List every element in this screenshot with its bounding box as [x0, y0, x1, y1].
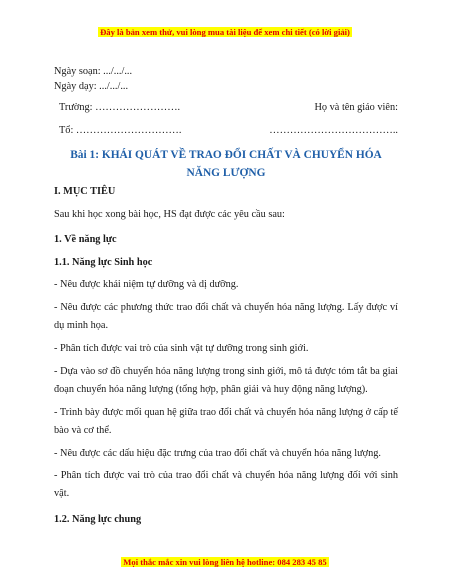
- school-row: [59, 101, 398, 115]
- school-label: Trường: …………………….: [59, 102, 181, 113]
- list-item: - Nêu được khái niệm tự dưỡng và dị dưỡng.: [54, 279, 239, 290]
- list-item: - Nêu được các dấu hiệu đặc trưng của trao đổi chất và chuyển hóa năng lượng.: [54, 448, 381, 459]
- section-heading-objectives: I. MỤC TIÊU: [54, 186, 116, 197]
- list-item: - Phân tích được vai trò của trao đổi chất và chuyển hóa năng lượng đối với sinh vật.: [54, 470, 398, 499]
- list-item: - Nêu được các phương thức trao đổi chất và chuyển hóa năng lượng. Lấy được ví dụ minh họa.: [54, 302, 398, 331]
- list-item: - Trình bày được mối quan hệ giữa trao đổi chất và chuyển hóa năng lượng ở cấp tế bào và cơ thể.: [54, 407, 398, 436]
- heading-general-competence: 1.2. Năng lực chung: [54, 514, 142, 525]
- list-item: - Phân tích được vai trò của sinh vật tự dưỡng trong sinh giới.: [54, 343, 309, 354]
- heading-biology-competence: 1.1. Năng lực Sinh học: [54, 257, 153, 268]
- lesson-title: Bài 1: KHÁI QUÁT VỀ TRAO ĐỔI CHẤT VÀ CHUYỂN HÓA NĂNG LƯỢNG: [70, 149, 382, 179]
- preview-notice-text: Đây là bản xem thử, vui lòng mua tài liệu để xem chi tiết (có lời giải): [100, 27, 350, 37]
- date-prepared: Ngày soạn: .../.../...: [54, 66, 133, 77]
- hotline-text: Mọi thắc mắc xin vui lòng liên hệ hotline: 084 283 45 85: [123, 557, 327, 567]
- list-item: - Dựa vào sơ đồ chuyển hóa năng lượng trong sinh giới, mô tả được tóm tắt ba giai đoạn chuyển hóa năng lượng (tổng hợp, phân giải và huy động năng lượng).: [54, 366, 398, 395]
- group-row: [59, 124, 398, 138]
- group-blank: ………………………………..: [269, 125, 398, 136]
- hotline-banner: [0, 556, 450, 568]
- intro-text: Sau khi học xong bài học, HS đạt được các yêu cầu sau:: [54, 209, 285, 220]
- date-taught: Ngày dạy: .../.../...: [54, 81, 129, 92]
- heading-competence: 1. Về năng lực: [54, 234, 117, 245]
- teacher-name-label: Họ và tên giáo viên:: [314, 102, 398, 113]
- preview-notice-banner: [0, 26, 450, 38]
- group-label: Tổ: ………………………….: [59, 125, 182, 136]
